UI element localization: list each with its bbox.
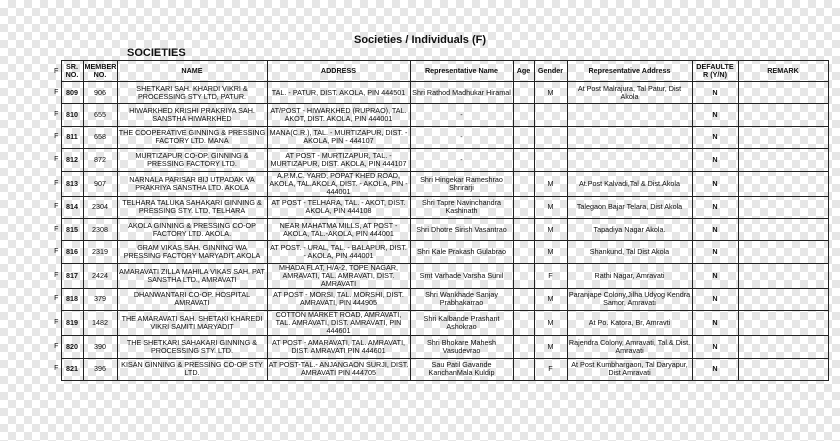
defaulter-cell: N <box>692 336 738 358</box>
name-cell: AKOLA GINNING & PRESSING CO-OP FACTORY LTD. AKOLA. <box>117 218 267 240</box>
age-cell <box>513 171 534 196</box>
rep-address-cell: Shankund, Tal Dist Akola <box>567 241 692 263</box>
member-no-cell: 2319 <box>83 241 117 263</box>
member-no-cell: 1482 <box>83 311 117 336</box>
col-header-sr-no: SR. NO. <box>61 61 83 82</box>
flag-cell: F <box>52 149 61 171</box>
member-no-cell: 390 <box>83 336 117 358</box>
defaulter-cell: N <box>692 218 738 240</box>
flag-cell: F <box>52 218 61 240</box>
age-cell <box>513 196 534 218</box>
name-cell: THE SHETKARI SAHAKARI GINNING & PROCESSING STY. LTD. <box>117 336 267 358</box>
sr-no-cell: 810 <box>61 104 83 126</box>
col-header-rep-address: Representative Address <box>567 61 692 82</box>
age-cell <box>513 218 534 240</box>
defaulter-cell: N <box>692 263 738 288</box>
remark-cell <box>738 288 828 310</box>
age-cell <box>513 263 534 288</box>
address-cell: AT/POST - HIWARKHED (RUPRAO), TAL. AKOT, DIST. AKOLA, PIN 444001 <box>267 104 410 126</box>
rep-address-cell <box>567 104 692 126</box>
table-row <box>52 171 828 196</box>
name-cell: MURTIZAPUR CO-OP. GINNING & PRESSING FACTORY LTD. <box>117 149 267 171</box>
defaulter-cell: N <box>692 171 738 196</box>
sr-no-cell: 809 <box>61 82 83 104</box>
sr-no-cell: 816 <box>61 241 83 263</box>
age-cell <box>513 358 534 380</box>
sr-no-cell: 817 <box>61 263 83 288</box>
sr-no-cell: 812 <box>61 149 83 171</box>
flag-cell: F <box>52 288 61 310</box>
remark-cell <box>738 241 828 263</box>
col-header-member-no: MEMBER NO. <box>83 61 117 82</box>
sr-no-cell: 811 <box>61 126 83 148</box>
flag-cell: F <box>52 263 61 288</box>
name-cell: KISAN GINNING & PRESSING CO-OP STY LTD. <box>117 358 267 380</box>
table-row <box>52 241 828 263</box>
address-cell: A.P.M.C. YARD, POPAT KHED ROAD, AKOLA, TAL.AKOLA, DIST. - AKOLA, PIN - 444001 <box>267 171 410 196</box>
member-no-cell: 872 <box>83 149 117 171</box>
flag-cell: F <box>52 196 61 218</box>
sr-no-cell: 814 <box>61 196 83 218</box>
remark-cell <box>738 218 828 240</box>
remark-cell <box>738 358 828 380</box>
table-row <box>52 196 828 218</box>
rep-address-cell: At Post Malrajura, Tal Patur, Dist Akola <box>567 82 692 104</box>
address-cell: AT POST. - URAL, TAL. - BALAPUR, DIST. - AKOLA, PIN 444001 <box>267 241 410 263</box>
table-row <box>52 126 828 148</box>
name-cell: DHANWANTARI CO-OP. HOSPITAL AMRAVATI <box>117 288 267 310</box>
col-header-age: Age <box>513 61 534 82</box>
defaulter-cell: N <box>692 196 738 218</box>
table-row <box>52 149 828 171</box>
remark-cell <box>738 149 828 171</box>
rep-name-cell: Shri Wankhade Sanjay Prabhakarrao <box>410 288 513 310</box>
defaulter-cell: N <box>692 241 738 263</box>
table-row <box>52 358 828 380</box>
name-cell: SHETKARI SAH. KHARDI VIKRI & PROCESSING STY LTD, PATUR. <box>117 82 267 104</box>
rep-address-cell: Paranjape Colony,Jilha Udyog Kendra Samor, Amravati <box>567 288 692 310</box>
member-no-cell: 379 <box>83 288 117 310</box>
rep-address-cell: Talegaon Bajar Telara, Dist Akola <box>567 196 692 218</box>
rep-name-cell: - <box>410 149 513 171</box>
sr-no-cell: 813 <box>61 171 83 196</box>
flag-cell: F <box>52 126 61 148</box>
gender-cell <box>534 149 567 171</box>
sr-no-cell: 821 <box>61 358 83 380</box>
name-cell: TELHARA TALUKA SAHAKARI GINNING & PRESSING STY. LTD, TELHARA <box>117 196 267 218</box>
table-row <box>52 104 828 126</box>
remark-cell <box>738 311 828 336</box>
table-row <box>52 336 828 358</box>
defaulter-cell: N <box>692 311 738 336</box>
address-cell: AT POST - MORSI, TAL. MORSHI, DIST. AMRAVATI, PIN 444905 <box>267 288 410 310</box>
sr-no-cell: 818 <box>61 288 83 310</box>
rep-address-cell: Tapadiya Nagar Akola. <box>567 218 692 240</box>
defaulter-cell: N <box>692 104 738 126</box>
remark-cell <box>738 104 828 126</box>
member-no-cell: 906 <box>83 82 117 104</box>
rep-address-cell: Rajendra Colony, Amravati, Tal.& Dist. Amravati <box>567 336 692 358</box>
flag-cell: F <box>52 241 61 263</box>
sr-no-cell: 815 <box>61 218 83 240</box>
gender-cell <box>534 126 567 148</box>
name-cell: AMARAVATI ZILLA MAHILA VIKAS SAH. PAT SANSTHA LTD., AMRAVATI <box>117 263 267 288</box>
col-header-rep-name: Representative Name <box>410 61 513 82</box>
age-cell <box>513 149 534 171</box>
rep-address-cell: At Po. Katora, Br, Amravti <box>567 311 692 336</box>
member-no-cell: 2308 <box>83 218 117 240</box>
address-cell: MHADA FLAT, H/A-2, TOPE NAGAR, AMRAVATI, TAL. AMRAVATI, DIST. AMRAVATI <box>267 263 410 288</box>
flag-cell: F <box>52 171 61 196</box>
sr-no-cell: 820 <box>61 336 83 358</box>
col-header-address: ADDRESS <box>267 61 410 82</box>
member-no-cell: 658 <box>83 126 117 148</box>
flag-cell: F <box>52 358 61 380</box>
col-header-flag: F <box>54 66 59 75</box>
defaulter-cell: N <box>692 126 738 148</box>
name-cell: HIWARKHED KRISHI PRAKRIYA SAH. SANSTHA HIWARKHED <box>117 104 267 126</box>
rep-address-cell: At Post Kumbhargaon, Tal Daryapur, Dist Amravati <box>567 358 692 380</box>
flag-cell: F <box>52 104 61 126</box>
societies-table <box>52 60 829 381</box>
rep-name-cell: Shri Kalbande Prashant Ashokrao <box>410 311 513 336</box>
col-header-defaulter: DEFAULTE R (Y/N) <box>692 61 738 82</box>
defaulter-cell: N <box>692 82 738 104</box>
col-header-name: NAME <box>117 61 267 82</box>
address-cell: TAL. - PATUR, DIST. AKOLA, PIN 444501 <box>267 82 410 104</box>
address-cell: AT POST - AMARAVATI, TAL. AMRAVATI, DIST. AMRAVATI PIN 444601 <box>267 336 410 358</box>
gender-cell: F <box>534 263 567 288</box>
age-cell <box>513 82 534 104</box>
rep-name-cell: Shri Hingekar Rameshrao Shrirarji <box>410 171 513 196</box>
name-cell: NARNALA PARISAR BIJ UTPADAK VA PRAKRIYA SANSTHA LTD. AKOLA <box>117 171 267 196</box>
rep-name-cell: Shri Tapre Navinchandra Kashinath <box>410 196 513 218</box>
table-header-row <box>52 61 828 82</box>
table-row <box>52 311 828 336</box>
rep-name-cell: Smt Varhade Varsha Sunil <box>410 263 513 288</box>
remark-cell <box>738 171 828 196</box>
member-no-cell: 2424 <box>83 263 117 288</box>
member-no-cell: 655 <box>83 104 117 126</box>
remark-cell <box>738 82 828 104</box>
gender-cell: M <box>534 171 567 196</box>
gender-cell: M <box>534 218 567 240</box>
table-row <box>52 288 828 310</box>
age-cell <box>513 241 534 263</box>
remark-cell <box>738 336 828 358</box>
member-no-cell: 907 <box>83 171 117 196</box>
gender-cell: M <box>534 311 567 336</box>
rep-name-cell: - <box>410 126 513 148</box>
table-row <box>52 82 828 104</box>
name-cell: THE COOPERATIVE GINNING & PRESSING FACTORY LTD. MANA <box>117 126 267 148</box>
address-cell: MANA(C.R.), TAL. - MURTIZAPUR, DIST. - AKOLA, PIN - 444107 <box>267 126 410 148</box>
section-title: SOCIETIES <box>127 47 186 59</box>
remark-cell <box>738 263 828 288</box>
document-title: Societies / Individuals (F) <box>353 34 487 46</box>
gender-cell: M <box>534 82 567 104</box>
col-header-remark: REMARK <box>738 61 828 82</box>
table-row <box>52 263 828 288</box>
table-row <box>52 218 828 240</box>
rep-name-cell: Shri Dhotre Sirish Vasantrao <box>410 218 513 240</box>
name-cell: THE AMARAVATI SAH. SHETAKI KHAREDI VIKRI SAMITI MARYADIT <box>117 311 267 336</box>
rep-address-cell: Rathi Nagar, Amravati <box>567 263 692 288</box>
rep-name-cell: Shri Rathod Madhukar Hiramal <box>410 82 513 104</box>
address-cell: AT POST - TELHARA, TAL. - AKOT, DIST. AKOLA, PIN 444108 <box>267 196 410 218</box>
age-cell <box>513 288 534 310</box>
age-cell <box>513 126 534 148</box>
name-cell: GRAM VIKAS SAH. GINNING WA PRESSING FACTORY MARYADIT AKOLA <box>117 241 267 263</box>
gender-cell: M <box>534 288 567 310</box>
address-cell: COTTON MARKET ROAD, AMRAVATI, TAL. AMRAVATI, DIST. AMRAVATI, PIN 444601 <box>267 311 410 336</box>
member-no-cell: 2304 <box>83 196 117 218</box>
flag-cell: F <box>52 311 61 336</box>
gender-cell: M <box>534 336 567 358</box>
rep-address-cell: At.Post Kalvadi,Tal & Dist.Akola <box>567 171 692 196</box>
flag-cell: F <box>52 82 61 104</box>
flag-cell: F <box>52 336 61 358</box>
address-cell: AT POST - MURTIZAPUR, TAL. - MURTIZAPUR, DIST. AKOLA, PIN 444107 <box>267 149 410 171</box>
rep-name-cell: Shri Bhokare Mahesh Vasudevrao <box>410 336 513 358</box>
member-no-cell: 396 <box>83 358 117 380</box>
defaulter-cell: N <box>692 288 738 310</box>
age-cell <box>513 104 534 126</box>
remark-cell <box>738 196 828 218</box>
gender-cell: M <box>534 196 567 218</box>
col-header-gender: Gender <box>534 61 567 82</box>
rep-address-cell <box>567 149 692 171</box>
defaulter-cell: N <box>692 149 738 171</box>
age-cell <box>513 336 534 358</box>
rep-name-cell: Sau Patil Gavande KanchanMala Kuldip <box>410 358 513 380</box>
rep-name-cell: Shri Kale Prakash Gulabrao <box>410 241 513 263</box>
remark-cell <box>738 126 828 148</box>
rep-name-cell: - <box>410 104 513 126</box>
address-cell: AT POST-TAL.- ANJANGAON SURJI, DIST. AMRAVATI PIN 444705 <box>267 358 410 380</box>
rep-address-cell <box>567 126 692 148</box>
sr-no-cell: 819 <box>61 311 83 336</box>
address-cell: NEAR MAHATMA MILLS, AT POST - AKOLA, TAL.-AKOLA, PIN 444001 <box>267 218 410 240</box>
gender-cell: F <box>534 358 567 380</box>
defaulter-cell: N <box>692 358 738 380</box>
gender-cell <box>534 104 567 126</box>
age-cell <box>513 311 534 336</box>
gender-cell: M <box>534 241 567 263</box>
